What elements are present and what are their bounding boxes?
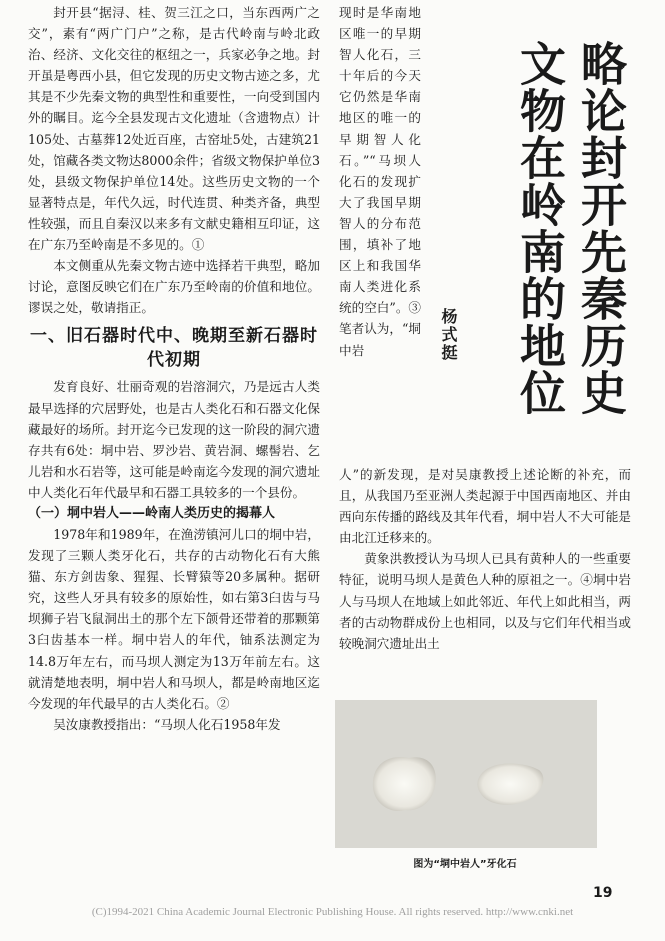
article-title-line-2: 文物在岭南的地位	[513, 40, 567, 416]
bottom-right-column	[339, 464, 631, 654]
article-title-line-1: 略论封开先秦历史	[574, 40, 628, 416]
tooth-fossil-left	[373, 757, 436, 811]
paragraph: 黄象洪教授认为马坝人已具有黄种人的一些重要特征，说明马坝人是黄色人种的原祖之一。④垌中岩人与马坝人在地域上如此邻近、年代上如此相当，两者的古动物群成份上也相同，以及与它们年代相当或较晚洞穴遗址出土	[339, 551, 631, 651]
figure-caption: 图为“垌中岩人”牙化石	[413, 859, 517, 870]
paragraph: 1978年和1989年，在渔涝镇河儿口的垌中岩，发现了三颗人类牙化石，共存的古动物化石有大熊猫、东方剑齿象、猩猩、长臂猿等20多属种。据研究，这些人牙具有较多的原始性，如右第3臼齿与马坝狮子岩飞鼠洞出土的那个左下颌骨还带着的那颗第3臼齿基本一样。垌中岩人的年代，铀系法测定为14.8万年左右，而马坝人测定为13万年前左右。这就清楚地表明，垌中岩人和马坝人，都是岭南地区迄今发现的年代最早的古人类化石。②	[28, 526, 320, 711]
paragraph: 发育良好、壮丽奇观的岩溶洞穴，乃是远古人类最早选择的穴居野处，也是古人类化石和石器文化保藏最好的场所。封开迄今已发现的这一阶段的洞穴遗存共有6处：垌中岩、罗沙岩、黄岩洞、螺髻岩、乞儿岩和水石岩等，这可能是岭南迄今发现的洞穴遗址中人类化石年代最早和石器工具较多的一个县份。	[28, 379, 320, 500]
paragraph: 封开县“据浔、桂、贺三江之口，当东西两广之交”，素有“两广门户”之称，是古代岭南与岭北政治、经济、文化交往的枢纽之一，兵家必争之地。封开虽是粤西小县，但它发现的历史文物古迹之多，尤其是不少先秦文物的典型性和重要性，一向受到国内外的瞩目。迄今全县发现古文化遗址（含遗物点）计105处、古墓葬12处近百座，古窑址5处，古建筑21处，馆藏各类文物达8000余件；省级文物保护单位3处，县级文物保护单位14处。这些历史文物的一个显著特点是，年代久远，时代连贯、种类齐备，典型性较强，而且自秦汉以来多有文献史籍相互印证，这在广东乃至岭南是不多见的。①	[28, 5, 320, 253]
left-column	[28, 2, 320, 735]
page-number: 19	[593, 885, 613, 901]
author-name: 杨式挺	[439, 308, 458, 362]
paragraph: 人”的新发现，是对吴康教授上述论断的补充，而且，从我国乃至亚洲人类起源于中国西南地区、并由西向东传播的路线及其年代看，垌中岩人不大可能是由北江迁移来的。	[339, 467, 631, 546]
middle-column	[339, 2, 421, 361]
copyright-footer: (C)1994-2021 China Academic Journal Electronic Publishing House. All rights reserved. http://www.cnki.net	[91, 906, 574, 918]
subsection-heading: （一）垌中岩人——岭南人类历史的揭幕人	[28, 505, 276, 521]
paragraph: 现时是华南地区唯一的早期智人化石，三十年后的今天它仍然是华南地区的唯一的早期智人化石。”“马坝人化石的发现扩大了我国早期智人的分布范围，填补了地区上和我国华南人类进化系统的空白”。③笔者认为，“垌中岩	[339, 5, 422, 358]
photo-image	[335, 700, 597, 848]
section-heading: 一、旧石器时代中、晚期至新石器时代初期	[30, 326, 318, 371]
tooth-fossil-photo	[335, 700, 597, 848]
paragraph: 本文侧重从先秦文物古迹中选择若干典型，略加讨论，意图反映它们在广东乃至岭南的价值和地位。谬误之处，敬请指正。	[28, 258, 320, 316]
paragraph: 吴汝康教授指出：“马坝人化石1958年发	[53, 716, 281, 732]
